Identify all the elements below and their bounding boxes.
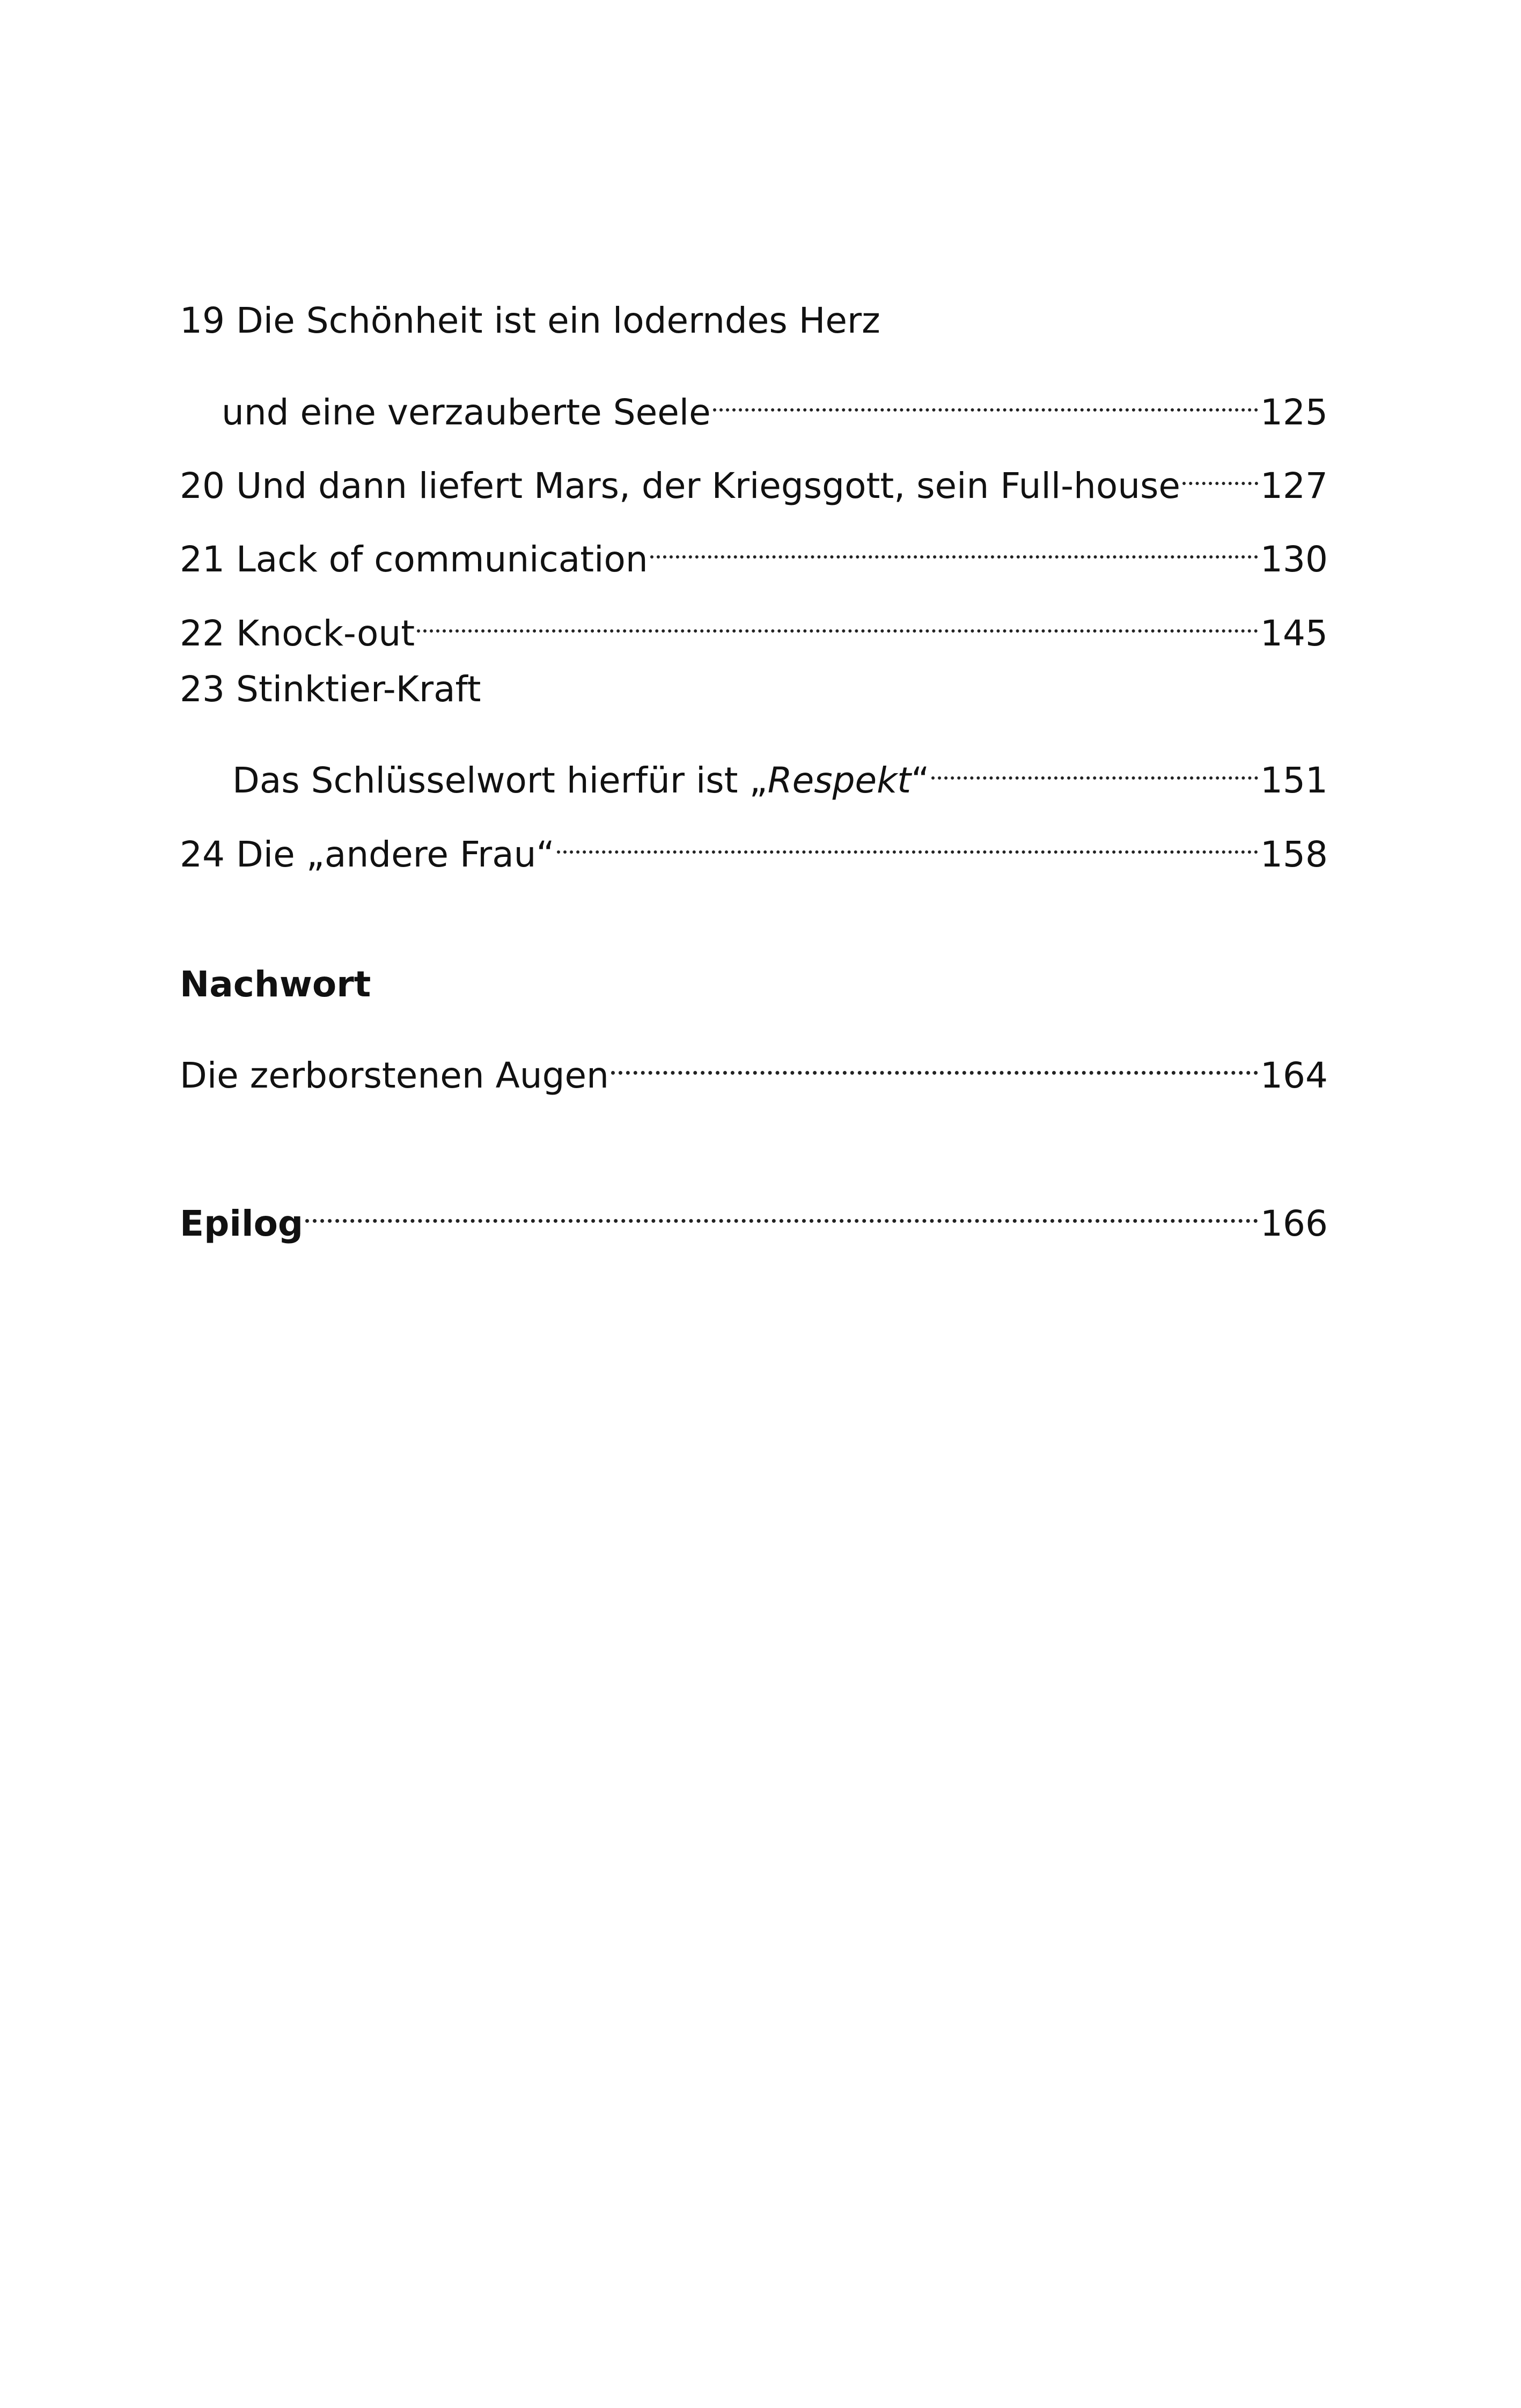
- toc-page-number: 166: [1260, 1203, 1328, 1244]
- toc-entry-20: [180, 439, 1328, 506]
- toc-entry-title: Die zerborstenen Augen: [180, 1055, 609, 1096]
- toc-page-number: 164: [1260, 1055, 1328, 1096]
- toc-entry-21: [180, 512, 1328, 580]
- toc-entry-title: [232, 751, 929, 810]
- nachwort-heading: Nachwort: [180, 964, 371, 1005]
- toc-entry-19: [180, 291, 1328, 350]
- dot-leader: [611, 1029, 1258, 1088]
- dot-leader: [557, 807, 1258, 867]
- title-suffix: “: [911, 760, 930, 801]
- toc-entry-title: und eine verzauberte Seele: [222, 392, 711, 433]
- dot-leader: [305, 1177, 1258, 1236]
- toc-entry-23-continued: [232, 733, 1328, 801]
- toc-entry-19-continued: [222, 365, 1328, 433]
- toc-entry-24: [180, 807, 1328, 875]
- dot-leader: [713, 365, 1258, 424]
- toc-page-number: 158: [1260, 834, 1328, 875]
- dot-leader: [650, 512, 1258, 571]
- toc-entry-title: 20 Und dann liefert Mars, der Kriegsgott, sein Full-house: [180, 465, 1181, 506]
- toc-entry-title: 21 Lack of communication: [180, 539, 648, 580]
- toc-page-number: 145: [1260, 613, 1328, 654]
- toc-entry-title: 23 Stinktier-Kraft: [180, 669, 481, 710]
- dot-leader: [931, 733, 1258, 792]
- title-prefix: Das Schlüsselwort hierfür ist „: [232, 760, 768, 801]
- toc-entry-22: [180, 586, 1328, 654]
- toc-page-number: 127: [1260, 465, 1328, 506]
- toc-entry-title: 19 Die Schönheit ist ein loderndes Herz: [180, 300, 880, 341]
- toc-entry-epilog: [180, 1177, 1328, 1244]
- toc-entry-title: 22 Knock-out: [180, 613, 415, 654]
- toc-entry-title: 24 Die „andere Frau“: [180, 834, 555, 875]
- epilog-title: Epilog: [180, 1203, 304, 1244]
- title-emphasis: Respekt: [767, 760, 912, 801]
- dot-leader: [417, 586, 1258, 645]
- toc-page-number: 125: [1260, 392, 1328, 433]
- toc-page-number: 130: [1260, 539, 1328, 580]
- toc-entry-nachwort: [180, 1029, 1328, 1096]
- toc-page-number: 151: [1260, 760, 1328, 801]
- toc-entry-23: [180, 660, 1328, 719]
- dot-leader: [1182, 439, 1258, 498]
